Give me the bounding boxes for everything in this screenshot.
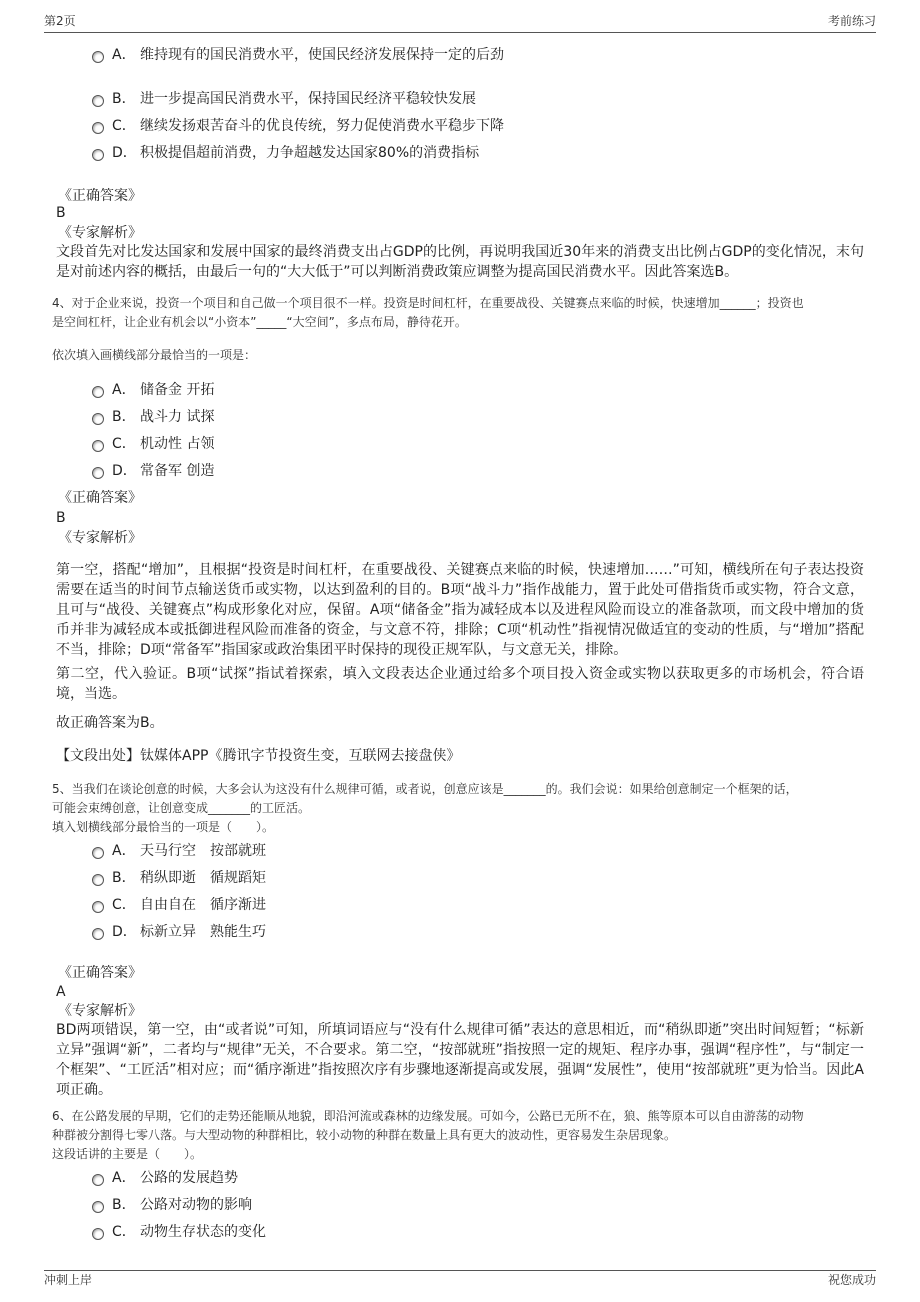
q5-stem: 5、当我们在谈论创意的时候，大多会认为这没有什么规律可循，或者说，创意应该是_______的。我们会说：如果给创意制定一个框架的话， 可能会束缚创意，让创意变成_______的工匠活。 填入划横线部分最恰当的一项是（ ）。 xyxy=(52,782,798,834)
page-header xyxy=(44,12,876,30)
radio-icon[interactable] xyxy=(92,901,104,913)
q4-option-c[interactable]: C． 机动性 占领 xyxy=(92,435,214,453)
radio-icon[interactable] xyxy=(92,413,104,425)
page-footer xyxy=(44,1270,876,1288)
q4-answer-label: 《正确答案》 xyxy=(58,490,142,506)
footer-left-text: 冲刺上岸 xyxy=(44,1273,93,1287)
q3-answer-label: 《正确答案》 xyxy=(58,188,142,204)
q4-source: 【文段出处】钛媒体APP《腾讯字节投资生变，互联网去接盘侠》 xyxy=(56,748,461,764)
footer-right-text: 祝您成功 xyxy=(827,1273,876,1287)
q5-answer-label: 《正确答案》 xyxy=(58,965,142,981)
q4-analysis-label: 《专家解析》 xyxy=(58,530,142,546)
q4-option-d[interactable]: D． 常备军 创造 xyxy=(92,462,214,480)
q4-option-a[interactable]: A． 储备金 开拓 xyxy=(92,381,214,399)
q4-analysis-p2: 第二空，代入验证。B项“试探”指试着探索，填入文段表达企业通过给多个项目投入资金或实物以获取更多的市场机会，符合语境，当选。 xyxy=(56,666,864,702)
radio-icon[interactable] xyxy=(92,847,104,859)
q6-option-b[interactable]: B． 公路对动物的影响 xyxy=(92,1196,252,1214)
radio-icon[interactable] xyxy=(92,149,104,161)
radio-icon[interactable] xyxy=(92,1174,104,1186)
q6-option-a[interactable]: A． 公路的发展趋势 xyxy=(92,1169,238,1187)
q5-option-d[interactable]: D． 标新立异 熟能生巧 xyxy=(92,923,266,941)
q6-stem: 6、在公路发展的早期，它们的走势还能顺从地貌，即沿河流或森林的边缘发展。可如今，公路已无所不在，狼、熊等原本可以自由游荡的动物 种群被分割得七零八落。与大型动物的种群相比，较小动物的种群在数量上具有更大的波动性，更容易发生杂居现象。 这段话讲的主要是（ ）。 xyxy=(52,1109,804,1161)
q4-analysis-p1: 第一空，搭配“增加”，且根据“投资是时间杠杆，在重要战役、关键赛点来临的时候，快速增加……”可知，横线所在句子表达投资需要在适当的时间节点输送货币或实物，以达到盈利的目的。B项“战斗力”指作战能力，置于此处可借指货币或实物，符合文意，且可与“战役、关键赛点”构成形象化对应，保留。A项“储备金”指为减轻成本以及进程风险而设立的准备款项，而文段中增加的货币并非为减轻成本或抵御进程风险而准备的资金，与文意不符，排除；C项“机动性”指视情况做适宜的变动的性质，与“增加”搭配不当，排除；D项“常备军”指国家或政治集团平时保持的现役正规军队，与文意无关，排除。 xyxy=(56,562,864,658)
q5-option-b[interactable]: B． 稍纵即逝 循规蹈矩 xyxy=(92,869,266,887)
q3-answer: B xyxy=(56,205,66,221)
header-divider xyxy=(44,32,876,33)
q3-analysis-label: 《专家解析》 xyxy=(58,225,142,241)
q4-instruction: 依次填入画横线部分最恰当的一项是： xyxy=(52,348,257,362)
q4-option-b[interactable]: B． 战斗力 试探 xyxy=(92,408,214,426)
header-title: 考前练习 xyxy=(827,14,876,28)
radio-icon[interactable] xyxy=(92,1201,104,1213)
radio-icon[interactable] xyxy=(92,874,104,886)
radio-icon[interactable] xyxy=(92,440,104,452)
q6-option-c[interactable]: C． 动物生存状态的变化 xyxy=(92,1223,266,1241)
radio-icon[interactable] xyxy=(92,122,104,134)
q3-option-d[interactable]: D． 积极提倡超前消费，力争超越发达国家80%的消费指标 xyxy=(92,144,479,162)
radio-icon[interactable] xyxy=(92,928,104,940)
q5-analysis: BD两项错误，第一空，由“或者说”可知，所填词语应与“没有什么规律可循”表达的意思相近，而“稍纵即逝”突出时间短暂；“标新立异”强调“新”，二者均与“规律”无关，不合要求。第二空，“按部就班”指按照一定的规矩、程序办事，强调“程序性”，与“制定一个框架”、“工匠活”相对应；而“循序渐进”指按照次序有步骤地逐渐提高或发展，强调“发展性”，使用“按部就班”更为恰当。因此A项正确。 xyxy=(56,1022,864,1098)
q3-option-a[interactable]: A． 维持现有的国民消费水平，使国民经济发展保持一定的后劲 xyxy=(92,46,504,64)
q5-answer: A xyxy=(56,984,66,1000)
q4-analysis-p3: 故正确答案为B。 xyxy=(56,715,164,731)
q5-analysis-label: 《专家解析》 xyxy=(58,1003,142,1019)
q4-stem: 4、对于企业来说，投资一个项目和自己做一个项目很不一样。投资是时间杠杆，在重要战役、关键赛点来临的时候，快速增加______；投资也 是空间杠杆，让企业有机会以“小资本”_____“大空间”，多点布局，静待花开。 xyxy=(52,296,804,329)
page-number: 第2页 xyxy=(44,14,76,28)
radio-icon[interactable] xyxy=(92,1228,104,1240)
radio-icon[interactable] xyxy=(92,467,104,479)
q5-option-a[interactable]: A． 天马行空 按部就班 xyxy=(92,842,266,860)
q3-option-c[interactable]: C． 继续发扬艰苦奋斗的优良传统，努力促使消费水平稳步下降 xyxy=(92,117,504,135)
q5-option-c[interactable]: C． 自由自在 循序渐进 xyxy=(92,896,266,914)
radio-icon[interactable] xyxy=(92,51,104,63)
q3-option-b[interactable]: B． 进一步提高国民消费水平，保持国民经济平稳较快发展 xyxy=(92,90,476,108)
radio-icon[interactable] xyxy=(92,95,104,107)
q4-answer: B xyxy=(56,510,66,526)
radio-icon[interactable] xyxy=(92,386,104,398)
q3-analysis: 文段首先对比发达国家和发展中国家的最终消费支出占GDP的比例，再说明我国近30年来的消费支出比例占GDP的变化情况，末句是对前述内容的概括，由最后一句的“大大低于”可以判断消费政策应调整为提高国民消费水平。因此答案选B。 xyxy=(56,244,864,280)
